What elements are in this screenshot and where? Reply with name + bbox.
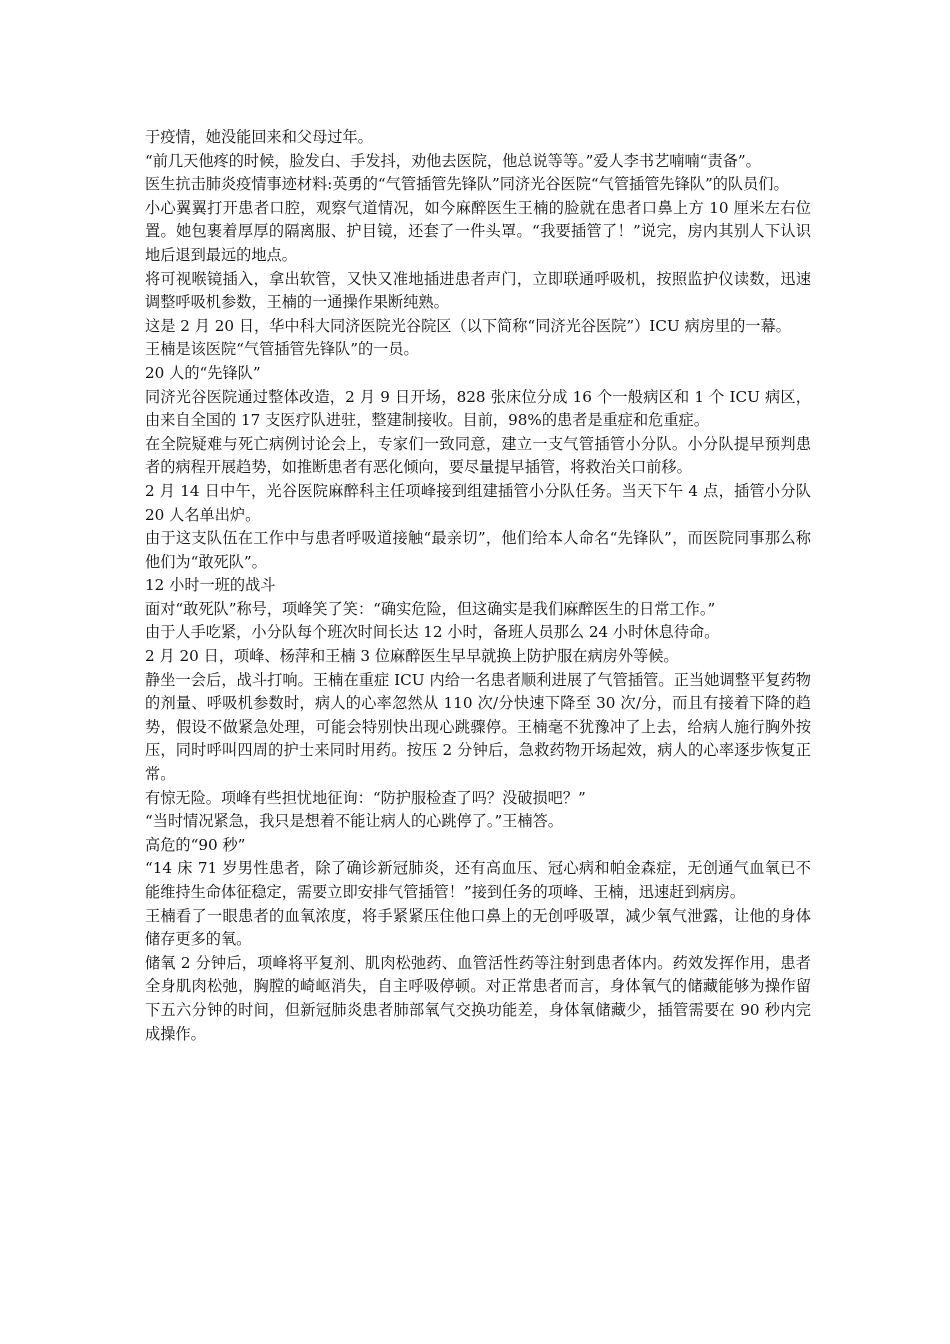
paragraph-6: 这是 2 月 20 日，华中科大同济医院光谷院区（以下简称“同济光谷医院”）ICU 病房里的一幕。 <box>145 316 791 335</box>
paragraph-12: 面对“敢死队”称号，项峰笑了笑：“确实危险，但这确实是我们麻醉医生的日常工作。” <box>145 599 716 618</box>
paragraph-3: 医生抗击肺炎疫情事迹材料:英勇的“气管插管先锋队”同济光谷医院“气管插管先锋队”的队员们。 <box>145 175 789 194</box>
section-heading-1: 20 人的“先锋队” <box>145 363 261 382</box>
paragraph-4: 小心翼翼打开患者口腔，观察气道情况，如今麻醉医生王楠的脸就在患者口鼻上方 10 厘米左右位置。她包裹着厚厚的隔离服、护目镜，还套了一件头罩。“我要插管了！”说完，房内其别人下认识地后退到最远的地点。 <box>145 198 811 264</box>
paragraph-14: 2 月 20 日，项峰、杨萍和王楠 3 位麻醉医生早早就换上防护服在病房外等候。 <box>145 647 679 666</box>
paragraph-17: “当时情况紧急，我只是想着不能让病人的心跳停了。”王楠答。 <box>145 812 563 831</box>
paragraph-8: 同济光谷医院通过整体改造，2 月 9 日开场，828 张床位分成 16 个一般病区和 1 个 ICU 病区，由来自全国的 17 支医疗队进驻，整建制接收。目前，98%的患者是重症和危重症。 <box>145 387 811 430</box>
paragraph-20: 储氧 2 分钟后，项峰将平复剂、肌肉松弛药、血管活性药等注射到患者体内。药效发挥作用，患者全身肌肉松弛，胸膛的崎岖消失，自主呼吸停顿。对正常患者而言，身体氧气的储藏能够为操作留下五六分钟的时间，但新冠肺炎患者肺部氧气交换功能差，身体氧储藏少，插管需要在 90 秒内完成操作。 <box>145 953 811 1043</box>
section-heading-2: 12 小时一班的战斗 <box>145 576 276 595</box>
paragraph-13: 由于人手吃紧，小分队每个班次时间长达 12 小时，备班人员那么 24 小时休息待命。 <box>145 623 720 642</box>
paragraph-16: 有惊无险。项峰有些担忧地征询：“防护服检查了吗？没破损吧？” <box>145 788 586 807</box>
paragraph-18: “14 床 71 岁男性患者，除了确诊新冠肺炎，还有高血压、冠心病和帕金森症，无创通气血氧已不能维持生命体征稳定，需要立即安排气管插管！”接到任务的项峰、王楠，迅速赶到病房。 <box>145 859 811 901</box>
paragraph-9: 在全院疑难与死亡病例讨论会上，专家们一致同意，建立一支气管插管小分队。小分队提早预判患者的病程开展趋势，如推断患者有恶化倾向，要尽量提早插管，将救治关口前移。 <box>145 434 811 477</box>
paragraph-5: 将可视喉镜插入，拿出软管，又快又准地插进患者声门，立即联通呼吸机，按照监护仪读数，迅速调整呼吸机参数，王楠的一通操作果断纯熟。 <box>145 269 811 312</box>
paragraph-1: 于疫情，她没能回来和父母过年。 <box>145 128 373 146</box>
paragraph-15: 静坐一会后，战斗打响。王楠在重症 ICU 内给一名患者顺利进展了气管插管。正当她调整平复药物的剂量、呼吸机参数时，病人的心率忽然从 110 次/分快速下降至 30 次/分，而且有接着下降的趋势，假设不做紧急处理，可能会特别快出现心跳骤停。王楠毫不犹豫冲了上去，给病人施行胸外按压，同时呼叫四周的护士来同时用药。按压 2 分钟后，急救药物开场起效，病人的心率逐步恢复正常。 <box>145 670 811 784</box>
paragraph-11: 由于这支队伍在工作中与患者呼吸道接触“最亲切”，他们给本人命名“先锋队”，而医院同事那么称他们为“敢死队”。 <box>145 529 811 571</box>
paragraph-2: “前几天他疼的时候，脸发白、手发抖，劝他去医院，他总说等等。”爱人李书艺喃喃“责备”。 <box>145 151 761 170</box>
section-heading-3: 高危的“90 秒” <box>145 835 246 854</box>
paragraph-19: 王楠看了一眼患者的血氧浓度，将手紧紧压住他口鼻上的无创呼吸罩，减少氧气泄露，让他的身体储存更多的氧。 <box>145 906 811 949</box>
paragraph-10: 2 月 14 日中午，光谷医院麻醉科主任项峰接到组建插管小分队任务。当天下午 4 点，插管小分队 20 人名单出炉。 <box>145 481 811 524</box>
article-body <box>145 126 811 1046</box>
paragraph-7: 王楠是该医院“气管插管先锋队”的一员。 <box>145 340 419 359</box>
